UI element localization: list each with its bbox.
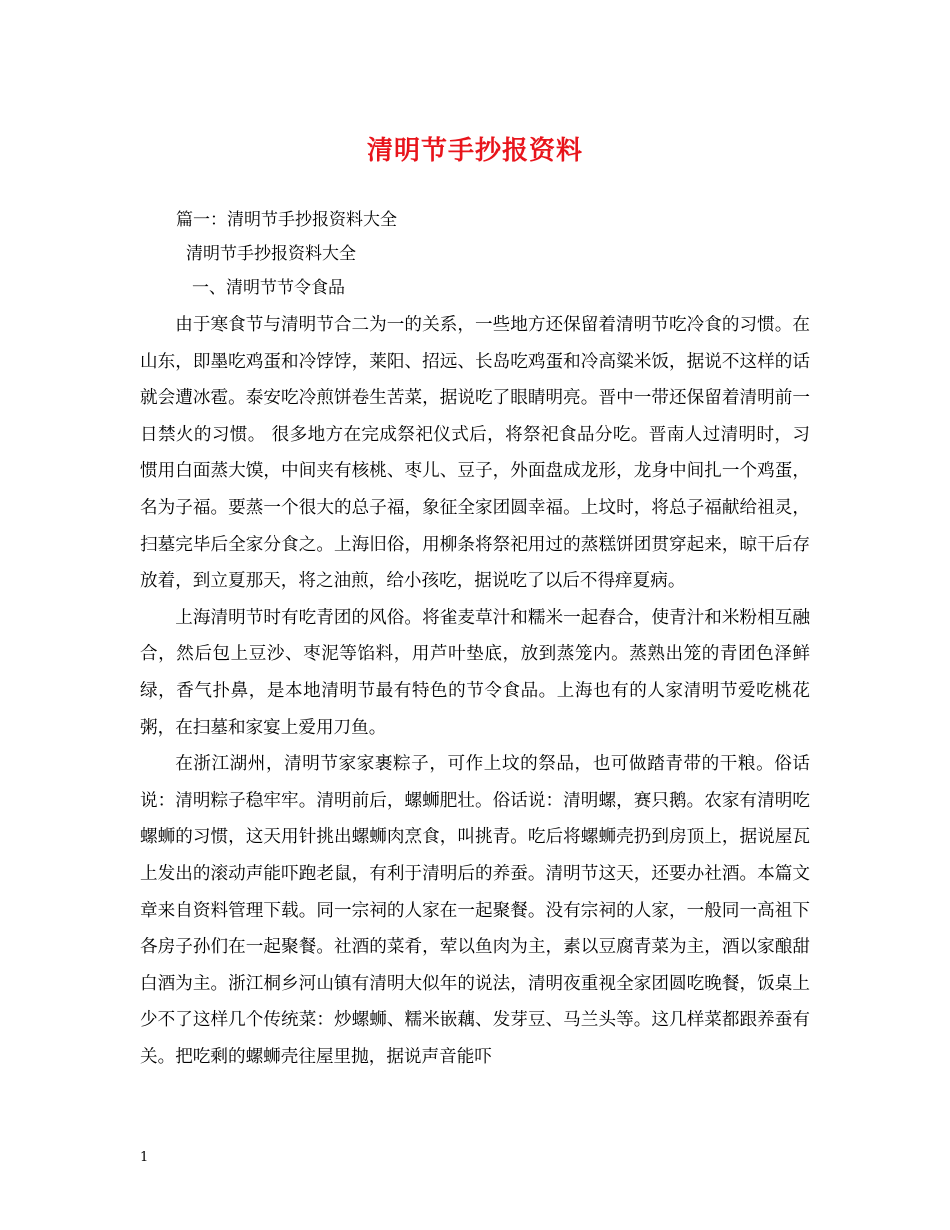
body-text: [140, 307, 810, 1075]
paragraph: 上海清明节时有吃青团的风俗。将雀麦草汁和糯米一起舂合，使青汁和米粉相互融合，然后包上豆沙、枣泥等馅料，用芦叶垫底，放到蒸笼内。蒸熟出笼的青团色泽鲜绿，香气扑鼻，是本地清明节最有特色的节令食品。上海也有的人家清明节爱吃桃花粥，在扫墓和家宴上爱用刀鱼。: [140, 607, 810, 738]
document-title: 清明节手抄报资料: [366, 136, 583, 166]
section-heading: 篇一：清明节手抄报资料大全: [176, 210, 397, 230]
paragraph: 在浙江湖州，清明节家家裹粽子，可作上坟的祭品，也可做踏青带的干粮。俗话说：清明粽子稳牢牢。清明前后，螺蛳肥壮。俗话说：清明螺，赛只鹅。农家有清明吃螺蛳的习惯，这天用针挑出螺蛳肉烹食，叫挑青。吃后将螺蛳壳扔到房顶上，据说屋瓦上发出的滚动声能吓跑老鼠，有利于清明后的养蚕。清明节这天，还要办社酒。本篇文章来自资料管理下载。同一宗祠的人家在一起聚餐。没有宗祠的人家，一般同一高祖下各房子孙们在一起聚餐。社酒的菜肴，荤以鱼肉为主，素以豆腐青菜为主，酒以家酿甜白酒为主。浙江桐乡河山镇有清明大似年的说法，清明夜重视全家团圆吃晚餐，饭桌上少不了这样几个传统菜：炒螺蛳、糯米嵌藕、发芽豆、马兰头等。这几样菜都跟养蚕有关。把吃剩的螺蛳壳往屋里抛，据说声音能吓: [140, 754, 810, 1067]
page-number: 1: [140, 1150, 149, 1165]
subsection-heading: 一、清明节节令食品: [192, 278, 345, 298]
section-subtitle: 清明节手抄报资料大全: [186, 244, 356, 264]
paragraph: 由于寒食节与清明节合二为一的关系，一些地方还保留着清明节吃冷食的习惯。在山东，即墨吃鸡蛋和冷饽饽，莱阳、招远、长岛吃鸡蛋和冷高粱米饭，据说不这样的话就会遭冰雹。泰安吃冷煎饼卷生苦菜，据说吃了眼睛明亮。晋中一带还保留着清明前一日禁火的习惯。 很多地方在完成祭祀仪式后，将祭祀食品分吃。晋南人过清明时，习惯用白面蒸大馍，中间夹有核桃、枣儿、豆子，外面盘成龙形，龙身中间扎一个鸡蛋，名为子福。要蒸一个很大的总子福，象征全家团圆幸福。上坟时，将总子福献给祖灵，扫墓完毕后全家分食之。上海旧俗，用柳条将祭祀用过的蒸糕饼团贯穿起来，晾干后存放着，到立夏那天，将之油煎，给小孩吃，据说吃了以后不得痒夏病。: [140, 315, 810, 592]
